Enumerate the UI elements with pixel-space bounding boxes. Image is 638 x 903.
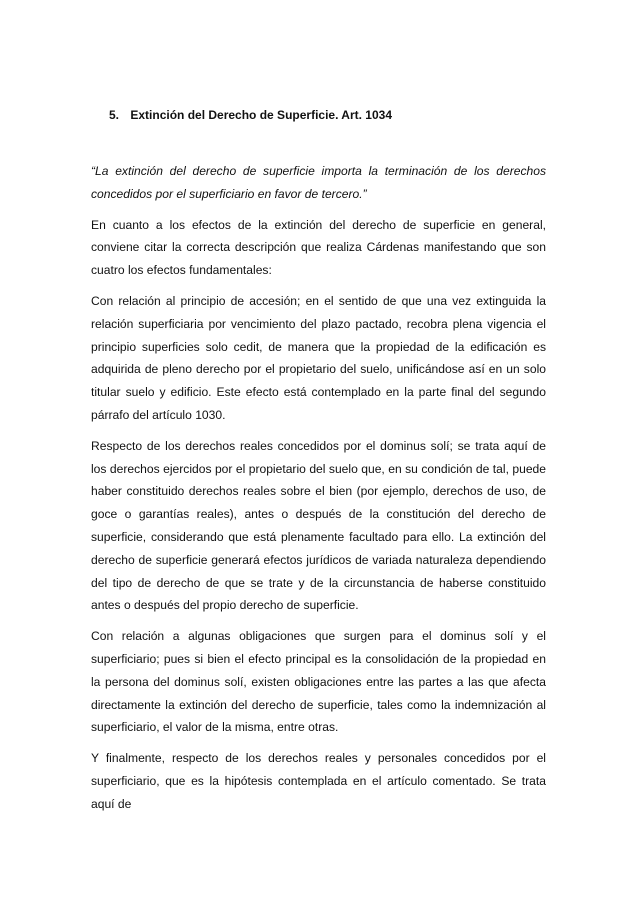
article-quote: “La extinción del derecho de superficie importa la terminación de los derechos concedidos por el superficiario en favor de tercero.” xyxy=(91,164,546,201)
paragraph-accession: Con relación al principio de accesión; en el sentido de que una vez extinguida la relación superficiaria por vencimiento del plazo pactado, recobra plena vigencia el principio superficies solo cedit, de manera que la propiedad de la edificación es adquirida de pleno derecho por el propietario del suelo, unificándose así en un solo titular suelo y edificio. Este efecto está contemplado en la parte final del segundo párrafo del artículo 1030. xyxy=(91,293,546,422)
paragraph-superficiary-rights: Y finalmente, respecto de los derechos reales y personales concedidos por el superficiario, que es la hipótesis contemplada en el artículo comentado. Se trata aquí de xyxy=(91,751,546,811)
paragraph-obligations: Con relación a algunas obligaciones que surgen para el dominus solí y el superficiario; pues si bien el efecto principal es la consolidación de la propiedad en la persona del dominus solí, existen obligaciones entre las partes a las que afecta directamente la extinción del derecho de superficie, tales como la indemnización al superficiario, el valor de la misma, entre otras. xyxy=(91,629,546,735)
document-body xyxy=(91,104,546,824)
paragraph-effects-intro: En cuanto a los efectos de la extinción del derecho de superficie en general, conviene citar la correcta descripción que realiza Cárdenas manifestando que son cuatro los efectos fundamentales: xyxy=(91,217,546,278)
section-title: Extinción del Derecho de Superficie. Art. 1034 xyxy=(130,108,392,122)
section-number: 5. xyxy=(109,108,120,122)
paragraph-dominus-rights: Respecto de los derechos reales concedidos por el dominus solí; se trata aquí de los derechos ejercidos por el propietario del suelo que, en su condición de tal, puede haber constituido derechos reales sobre el bien (por ejemplo, derechos de uso, de goce o garantías reales), antes o después de la constitución del derecho de superficie, considerando que está plenamente facultado para ello. La extinción del derecho de superficie generará efectos jurídicos de variada naturaleza dependiendo del tipo de derecho de que se trate y de la circunstancia de haberse constituido antes o después del propio derecho de superficie. xyxy=(91,438,546,613)
section-heading xyxy=(109,104,546,126)
